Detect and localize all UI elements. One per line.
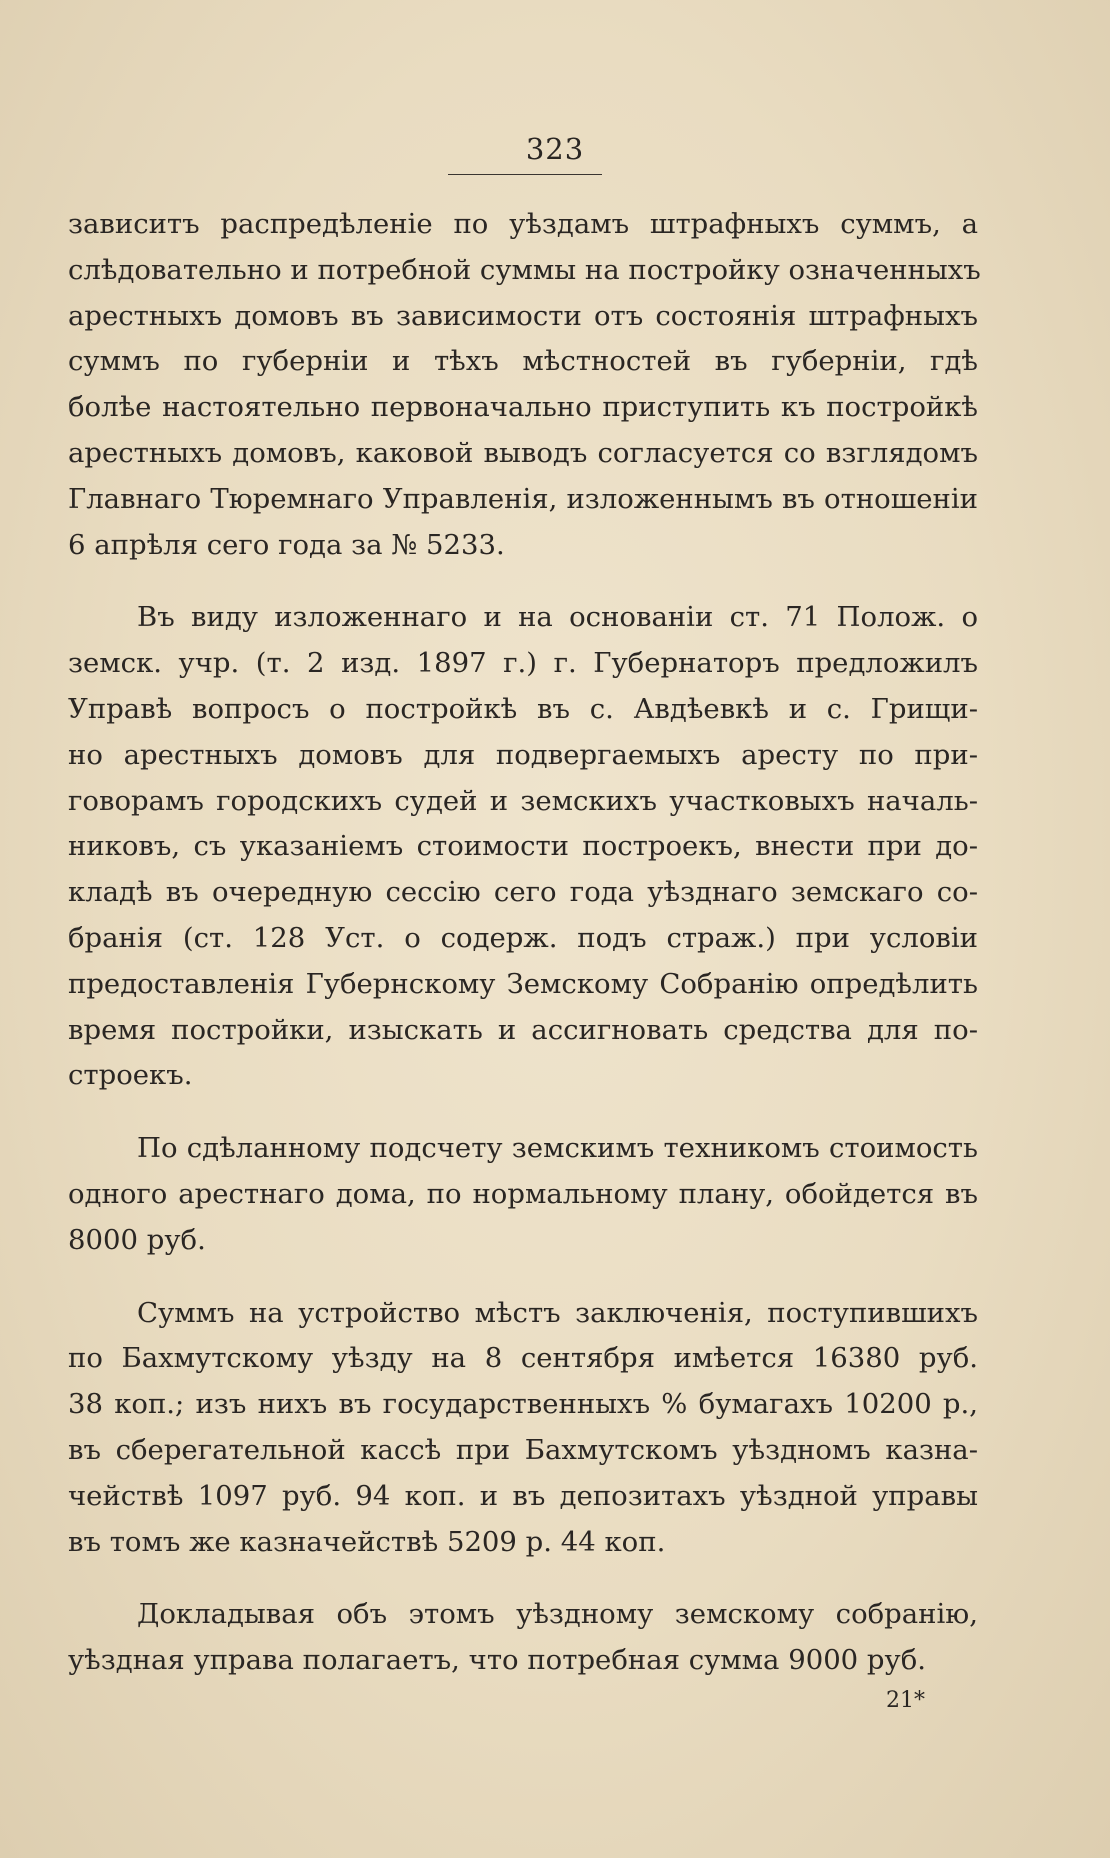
line-text: предоставленія Губернскому Земскому Собранію опредѣлить (68, 967, 978, 1000)
line-text: По сдѣланному подсчету земскимъ техникомъ стоимость (137, 1132, 978, 1165)
text-line (68, 1008, 978, 1054)
text-line (68, 431, 978, 477)
line-text: въ сберегательной кассѣ при Бахмутскомъ уѣздномъ казна- (68, 1433, 978, 1466)
line-text: время постройки, изыскать и ассигновать средства для по- (68, 1013, 978, 1046)
line-text: строекъ. (68, 1059, 193, 1092)
line-text: чействѣ 1097 руб. 94 коп. и въ депозитахъ уѣздной управы (68, 1479, 978, 1512)
line-text: никовъ, съ указаніемъ стоимости построекъ, внести при до- (68, 830, 978, 863)
line-text: въ томъ же казначействѣ 5209 р. 44 коп. (68, 1525, 666, 1558)
line-text: арестныхъ домовъ въ зависимости отъ состоянія штрафныхъ (68, 299, 978, 332)
line-text: арестныхъ домовъ, каковой выводъ согласуется со взглядомъ (68, 436, 978, 469)
text-line (68, 339, 978, 385)
line-text: по Бахмутскому уѣзду на 8 сентября имѣется 16380 руб. (68, 1342, 978, 1375)
text-line (68, 1474, 978, 1520)
line-text: Главнаго Тюремнаго Управленія, изложеннымъ въ отношеніи (68, 482, 978, 515)
page-number: 323 (525, 132, 585, 166)
text-line (68, 1638, 978, 1684)
text-line (68, 962, 978, 1008)
paragraph (68, 1592, 978, 1684)
text-line (68, 1428, 978, 1474)
text-line (68, 248, 981, 294)
text-line (68, 733, 978, 779)
line-text: одного арестнаго дома, по нормальному плану, обойдется въ (68, 1177, 978, 1210)
text-line (68, 477, 978, 523)
text-line (68, 1336, 978, 1382)
paragraph (68, 1291, 978, 1566)
line-text: говорамъ городскихъ судей и земскихъ участковыхъ началь- (68, 784, 978, 817)
line-text: бранія (ст. 128 Уст. о содерж. подъ страж.) при условіи (68, 921, 978, 954)
line-text: но арестныхъ домовъ для подвергаемыхъ аресту по при- (68, 738, 978, 771)
paragraph (68, 595, 978, 1099)
text-line (68, 1520, 978, 1566)
signature-mark: 21* (886, 1688, 925, 1713)
line-text: кладѣ въ очередную сессію сего года уѣзднаго земскаго со- (68, 876, 978, 909)
line-text: зависитъ распредѣленіе по уѣздамъ штрафныхъ суммъ, а (68, 208, 978, 240)
line-text: болѣе настоятельно первоначально приступить къ постройкѣ (68, 391, 978, 424)
line-text: Суммъ на устройство мѣстъ заключенія, поступившихъ (137, 1296, 978, 1329)
line-text: 6 апрѣля сего года за № 5233. (68, 528, 505, 561)
text-line (68, 202, 978, 248)
text-line (68, 1172, 978, 1218)
text-line (68, 687, 978, 733)
line-text: суммъ по губерніи и тѣхъ мѣстностей въ губерніи, гдѣ (68, 345, 978, 378)
text-line (68, 1053, 978, 1099)
text-line (68, 1218, 978, 1264)
text-line (68, 824, 978, 870)
text-body (68, 202, 981, 1684)
text-line (68, 779, 978, 825)
text-line (68, 523, 978, 569)
text-line (68, 1126, 978, 1172)
text-line (68, 385, 978, 431)
paragraph (68, 202, 981, 568)
line-text: Управѣ вопросъ о постройкѣ въ с. Авдѣевкѣ и с. Грищи- (68, 692, 978, 725)
text-line (68, 916, 978, 962)
line-text: 38 коп.; изъ нихъ въ государственныхъ % бумагахъ 10200 р., (68, 1388, 978, 1421)
line-text: 8000 руб. (68, 1223, 206, 1256)
paragraph (68, 1126, 978, 1263)
text-line (68, 870, 978, 916)
text-line (68, 1291, 978, 1337)
text-line (68, 1382, 978, 1428)
header-rule (448, 174, 602, 175)
text-line (68, 294, 978, 340)
line-text: слѣдовательно и потребной суммы на постройку означенныхъ (68, 253, 981, 286)
line-text: Въ виду изложеннаго и на основаніи ст. 71 Полож. о (137, 601, 978, 634)
text-line (68, 641, 978, 687)
text-line (68, 595, 978, 641)
text-line (68, 1592, 978, 1638)
line-text: уѣздная управа полагаетъ, что потребная сумма 9000 руб. (68, 1644, 927, 1677)
line-text: Докладывая объ этомъ уѣздному земскому собранію, (137, 1598, 978, 1631)
line-text: земск. учр. (т. 2 изд. 1897 г.) г. Губернаторъ предложилъ (68, 647, 978, 680)
